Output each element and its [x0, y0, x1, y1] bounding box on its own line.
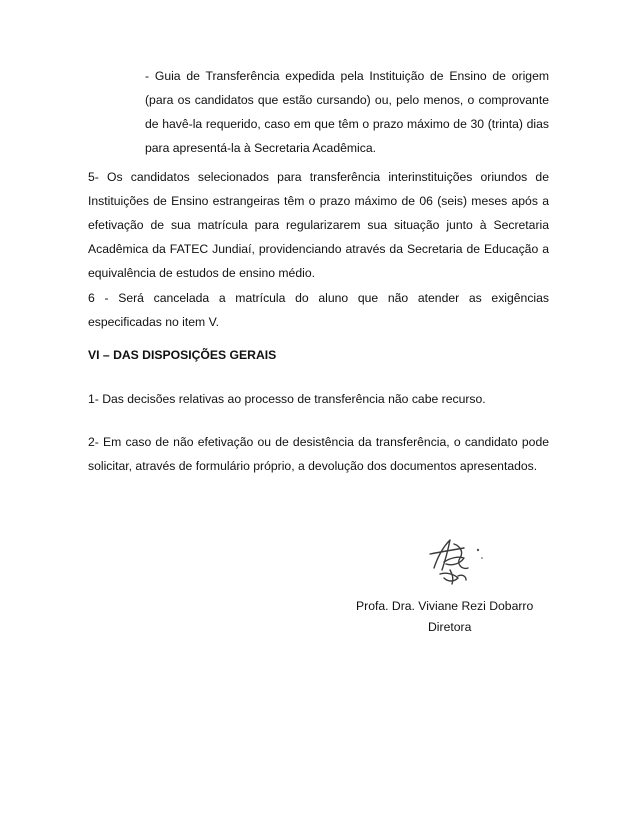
item-6-paragraph: 6 - Será cancelada a matrícula do aluno que não atender as exigências especificadas no item V.	[88, 291, 549, 329]
disposition-1-paragraph: 1- Das decisões relativas ao processo de transferência não cabe recurso.	[88, 392, 486, 406]
item-guia-transferencia: - Guia de Transferência expedida pela Instituição de Ensino de origem (para os candidatos que estão cursando) ou, pelo menos, o comprovante de havê-la requerido, caso em que têm o prazo máximo de 30 (trinta) dias para apresentá-la à Secretaria Acadêmica.	[145, 69, 549, 155]
handwritten-signature-icon	[420, 528, 490, 588]
item-5-paragraph: 5- Os candidatos selecionados para transferência interinstituições oriundos de Instituições de Ensino estrangeiras têm o prazo máximo de 06 (seis) meses após a efetivação de sua matrícula para regularizarem sua situação junto à Secretaria Acadêmica da FATEC Jundiaí, providenciando através da Secretaria de Educação a equivalência de estudos de ensino médio.	[88, 170, 549, 280]
disposition-2-paragraph: 2- Em caso de não efetivação ou de desistência da transferência, o candidato pode solicitar, através de formulário próprio, a devolução dos documentos apresentados.	[88, 435, 549, 473]
section-title: VI – DAS DISPOSIÇÕES GERAIS	[88, 348, 277, 362]
signatory-name: Profa. Dra. Viviane Rezi Dobarro	[356, 599, 534, 613]
signatory-role: Diretora	[428, 620, 472, 634]
